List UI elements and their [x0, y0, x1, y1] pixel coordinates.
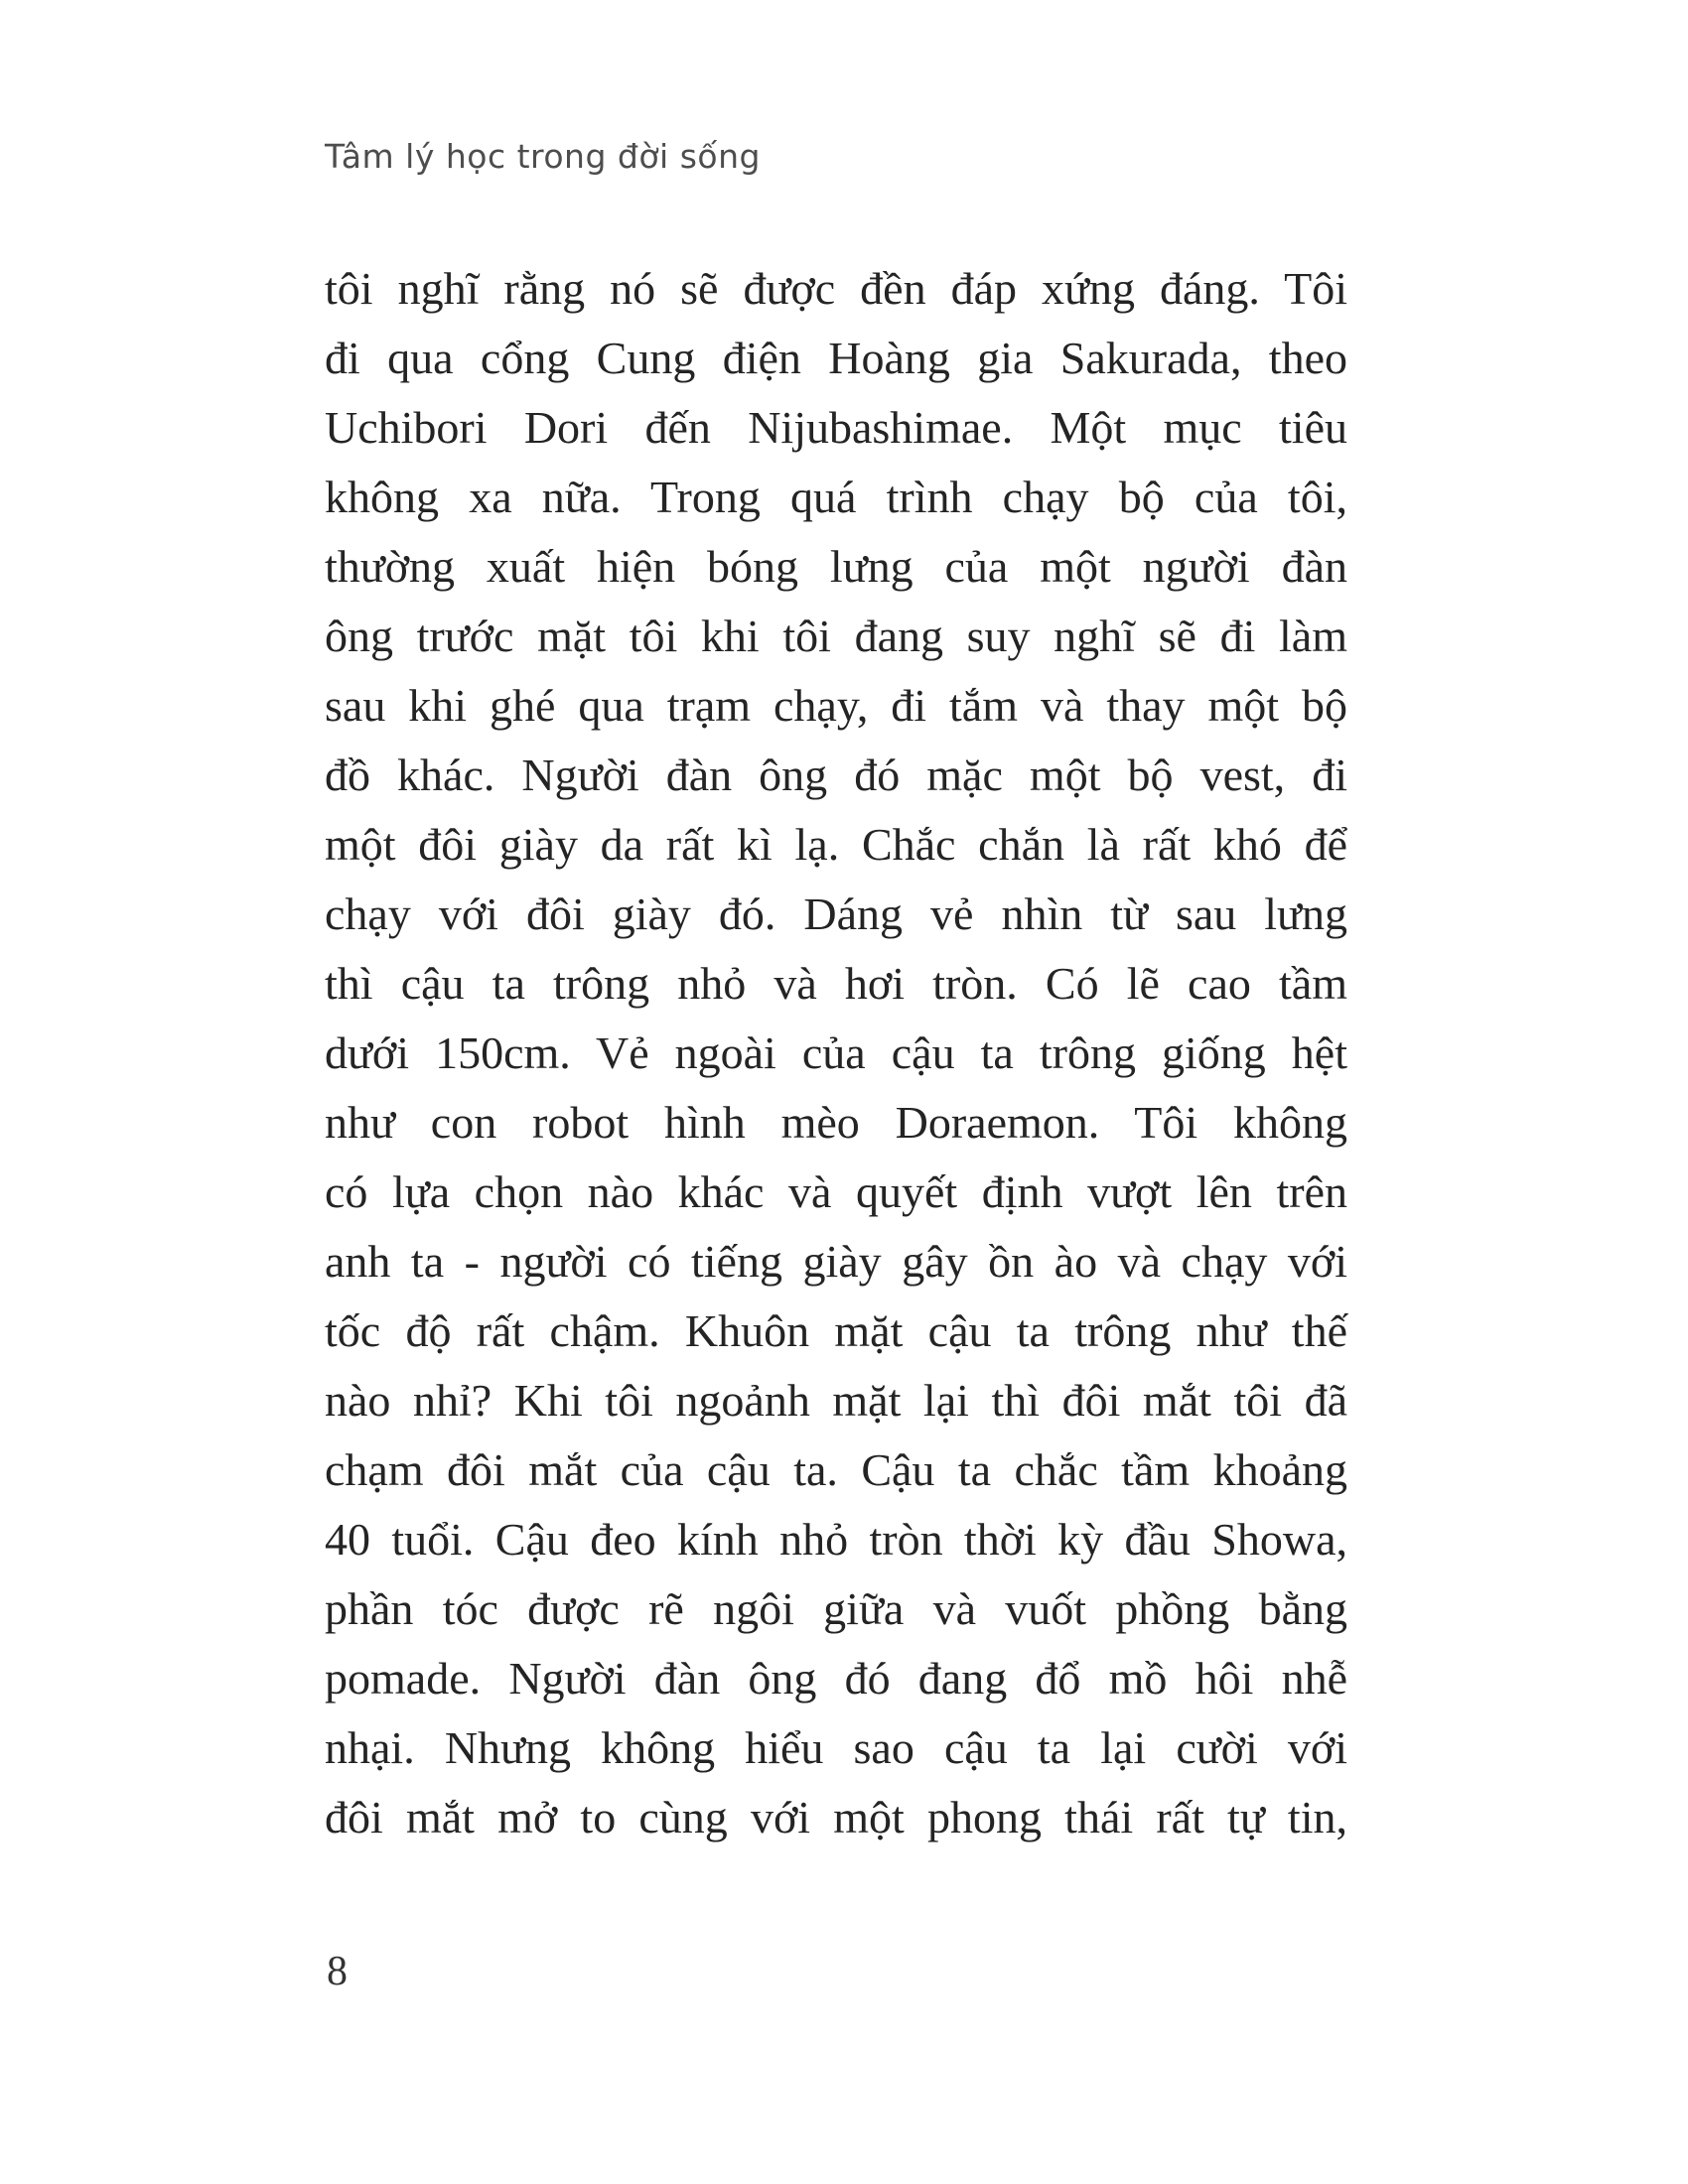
body-text-line: pomade. Người đàn ông đó đang đổ mồ hôi nhễ — [325, 1653, 1347, 1704]
body-text-line: dưới 150cm. Vẻ ngoài của cậu ta trông giống hệt — [325, 1027, 1347, 1078]
body-text-line: ông trước mặt tôi khi tôi đang suy nghĩ sẽ đi làm — [325, 611, 1347, 661]
body-text-line: tốc độ rất chậm. Khuôn mặt cậu ta trông như thế — [325, 1305, 1347, 1356]
body-text-line: có lựa chọn nào khác và quyết định vượt lên trên — [325, 1166, 1347, 1217]
body-text-line: nào nhỉ? Khi tôi ngoảnh mặt lại thì đôi mắt tôi đã — [325, 1375, 1347, 1426]
running-header-title: Tâm lý học trong đời sống — [325, 137, 761, 176]
body-text-line: đôi mắt mở to cùng với một phong thái rất tự tin, — [325, 1792, 1347, 1843]
body-text-line: chạm đôi mắt của cậu ta. Cậu ta chắc tầm khoảng — [325, 1444, 1347, 1495]
body-text-line: phần tóc được rẽ ngôi giữa và vuốt phồng bằng — [325, 1583, 1347, 1634]
body-text-line: chạy với đôi giày đó. Dáng vẻ nhìn từ sau lưng — [325, 888, 1347, 939]
body-text-line: 40 tuổi. Cậu đeo kính nhỏ tròn thời kỳ đầu Showa, — [325, 1514, 1347, 1565]
body-text-line: không xa nữa. Trong quá trình chạy bộ của tôi, — [325, 472, 1347, 522]
body-text-line: đi qua cổng Cung điện Hoàng gia Sakurada, theo — [325, 333, 1347, 383]
body-text-line: một đôi giày da rất kì lạ. Chắc chắn là rất khó để — [325, 819, 1347, 870]
page-number: 8 — [327, 1949, 348, 1994]
body-text-line: như con robot hình mèo Doraemon. Tôi không — [325, 1097, 1347, 1148]
body-text-block — [325, 254, 1347, 1852]
body-text-line: sau khi ghé qua trạm chạy, đi tắm và thay một bộ — [325, 680, 1347, 731]
body-text-line: thường xuất hiện bóng lưng của một người đàn — [325, 541, 1347, 592]
body-text-line: tôi nghĩ rằng nó sẽ được đền đáp xứng đáng. Tôi — [325, 263, 1347, 314]
body-text-line: nhại. Nhưng không hiểu sao cậu ta lại cười với — [325, 1722, 1347, 1773]
body-text-line: Uchibori Dori đến Nijubashimae. Một mục tiêu — [325, 402, 1347, 453]
body-text-line: thì cậu ta trông nhỏ và hơi tròn. Có lẽ cao tầm — [325, 958, 1347, 1009]
body-text-line: đồ khác. Người đàn ông đó mặc một bộ vest, đi — [325, 750, 1347, 800]
body-text-line: anh ta - người có tiếng giày gây ồn ào và chạy với — [325, 1236, 1347, 1287]
